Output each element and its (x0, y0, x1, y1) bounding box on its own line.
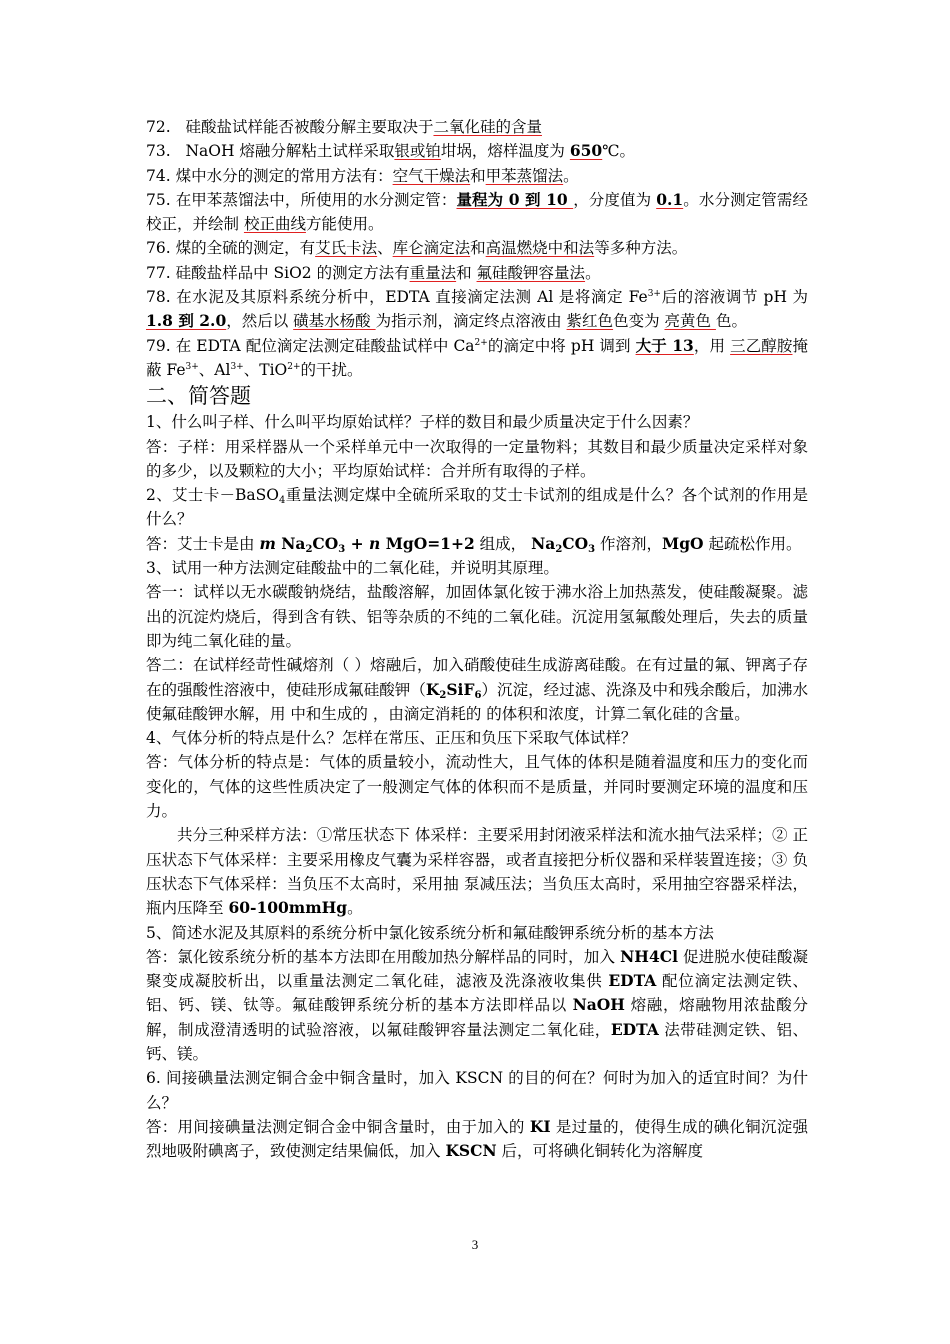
answer-blank: 重量法 (409, 263, 457, 282)
short-question-3: 3、试用一种方法测定硅酸盐中的二氧化硅，并说明其原理。 (146, 559, 559, 578)
page-content (146, 115, 808, 1163)
short-answer-5: 答：氯化铵系统分析的基本方法即在用酸加热分解样品的同时，加入 NH4Cl 促进脱水使硅酸凝聚变成凝胶析出，以重量法测定二氧化硅，滤液及洗涤液收集供 EDTA 配位滴定法测定铁、铝、钙、镁、钛等。氟硅酸钾系统分析的基本方法即样品以 NaOH 熔融，熔融物用浓盐酸分解，制成澄清透明的试验溶液，以氟硅酸钾容量法测定二氧化硅，EDTA 法带硅测定铁、铝、钙、镁。 (146, 946, 808, 1063)
answer-blank: 氟硅酸钾容量法 (476, 263, 586, 282)
answer-blank: 大于 13 (635, 335, 694, 355)
answer-blank: 磺基水杨酸 (293, 312, 376, 331)
short-answer-4b: 共分三种采样方法：①常压状态下 体采样：主要采用封闭液采样法和流水抽气法采样；② 正压状态下气体采样：主要采用橡皮气囊为采样容器，或者直接把分析仪器和采样装置连接；③ 负压状态下气体采样：当负压不太高时，采用抽 泵减压法；当负压太高时，采用抽空容器采样法，瓶内压降至 60-100mmHg。 (146, 826, 808, 918)
answer-blank: 量程为 0 到 10 (456, 189, 574, 209)
section-title: 二、简答题 (146, 384, 251, 409)
question-77: 77. 硅酸盐样品中 SiO2 的测定方法有重量法和 氟硅酸钾容量法。 (146, 263, 601, 282)
short-answer-3a: 答一：试样以无水碳酸钠烧结，盐酸溶解，加固体氯化铵于沸水浴上加热蒸发，使硅酸凝聚。滤出的沉淀灼烧后，得到含有铁、铝等杂质的不纯的二氧化硅。沉淀用氢氟酸处理后，失去的质量即为纯二氧化硅的量。 (146, 583, 808, 650)
answer-blank: 1.8 到 2.0 (146, 311, 227, 331)
question-76: 76. 煤的全硫的测定，有艾氏卡法、库仑滴定法和高温燃烧中和法等多种方法。 (146, 239, 688, 258)
answer-blank: 空气干燥法 (392, 166, 471, 185)
answer-blank: 三乙醇胺 (730, 336, 793, 355)
short-question-2: 2、艾士卡－BaSO$_4$重量法测定煤中全硫所采取的艾士卡试剂的组成是什么？各个试剂的作用是什么？ (146, 486, 808, 529)
short-answer-3b: 答二：在试样经苛性碱熔剂（ ）熔融后，加入硝酸使硅生成游离硅酸。在有过量的氟、钾离子存在的强酸性溶液中，使硅形成氟硅酸钾$(K_2SiF_6)$沉淀，经过滤、洗涤及中和残余酸后，加沸水使氟硅酸钾水解，用 中和生成的 ，由滴定消耗的 的体积和浓度，计算二氧化硅的含量。 (146, 656, 808, 723)
answer-blank: 二氧化硅的含量 (433, 118, 542, 136)
answer-blank: 校正曲线 (243, 215, 306, 234)
short-question-1: 1、什么叫子样、什么叫平均原始试样？子样的数目和最少质量决定于什么因素？ (146, 413, 699, 432)
answer-blank: 甲苯蒸馏法 (485, 166, 564, 185)
answer-blank: 银或铂 (394, 142, 441, 161)
short-question-5: 5、简述水泥及其原料的系统分析中氯化铵系统分析和氟硅酸钾系统分析的基本方法 (146, 923, 714, 942)
short-question-6: 6. 间接碘量法测定铜合金中铜含量时，加入 KSCN 的目的何在？何时为加入的适宜时间？为什么？ (146, 1069, 808, 1112)
short-answer-2: 答：艾士卡是由 m $Na_2CO_3 + n$ MgO=1+2 组成， $Na_2CO_3$ 作溶剂，MgO 起疏松作用。 (146, 533, 802, 555)
answer-blank: 亮黄色 (664, 312, 716, 331)
question-79: 79. 在 EDTA 配位滴定法测定硅酸盐试样中 $Ca^{2+}$的滴定中将 pH 调到 大于 13，用 三乙醇胺掩蔽 $Fe^{3+}$、$Al^{3+}$、TiO$^{2+}$的干扰。 (146, 335, 808, 379)
answer-blank: 艾氏卡法 (315, 239, 378, 258)
page-number: 3 (471, 1237, 479, 1252)
short-answer-4a: 答：气体分析的特点是：气体的质量较小，流动性大，且气体的体积是随着温度和压力的变化而变化的，气体的这些性质决定了一般测定气体的体积而不是质量，并同时要测定环境的温度和压力。 (146, 753, 808, 821)
short-answer-6: 答：用间接碘量法测定铜合金中铜含量时，由于加入的 KI 是过量的，使得生成的碘化铜沉淀强烈地吸附碘离子，致使测定结果偏低，加入 KSCN 后，可将碘化铜转化为溶解度 (146, 1116, 808, 1161)
question-78: 78. 在水泥及其原料系统分析中，EDTA 直接滴定法测 Al 是将滴定 $Fe^{3+}$后的溶液调节 pH 为 1.8 到 2.0，然后以 磺基水杨酸 为指示剂，滴定终点溶液由 紫红色色变为 亮黄色 色。 (146, 288, 808, 331)
answer-blank: 高温燃烧中和法 (485, 239, 595, 258)
question-73: 73. NaOH 熔融分解粘土试样采取银或铂坩埚，熔样温度为 650℃。 (146, 141, 636, 161)
answer-blank: 650 (569, 141, 603, 161)
question-72: 72. 硅酸盐试样能否被酸分解主要取决于二氧化硅的含量 (146, 118, 542, 136)
answer-blank: 紫红色 (566, 312, 614, 331)
answer-blank: 库仑滴定法 (392, 239, 471, 258)
short-answer-1: 答：子样：用采样器从一个采样单元中一次取得的一定量物料；其数目和最少质量决定采样对象的多少，以及颗粒的大小；平均原始试样：合并所有取得的子样。 (146, 437, 808, 480)
short-question-4: 4、气体分析的特点是什么？怎样在常压、正压和负压下采取气体试样？ (146, 729, 637, 748)
question-74: 74. 煤中水分的测定的常用方法有：空气干燥法和甲苯蒸馏法。 (146, 166, 579, 185)
question-75: 75. 在甲苯蒸馏法中，所使用的水分测定管：量程为 0 到 10 ，分度值为 0.1。水分测定管需经校正，并绘制 校正曲线方能使用。 (146, 189, 808, 234)
answer-blank: 0.1 (656, 189, 684, 209)
